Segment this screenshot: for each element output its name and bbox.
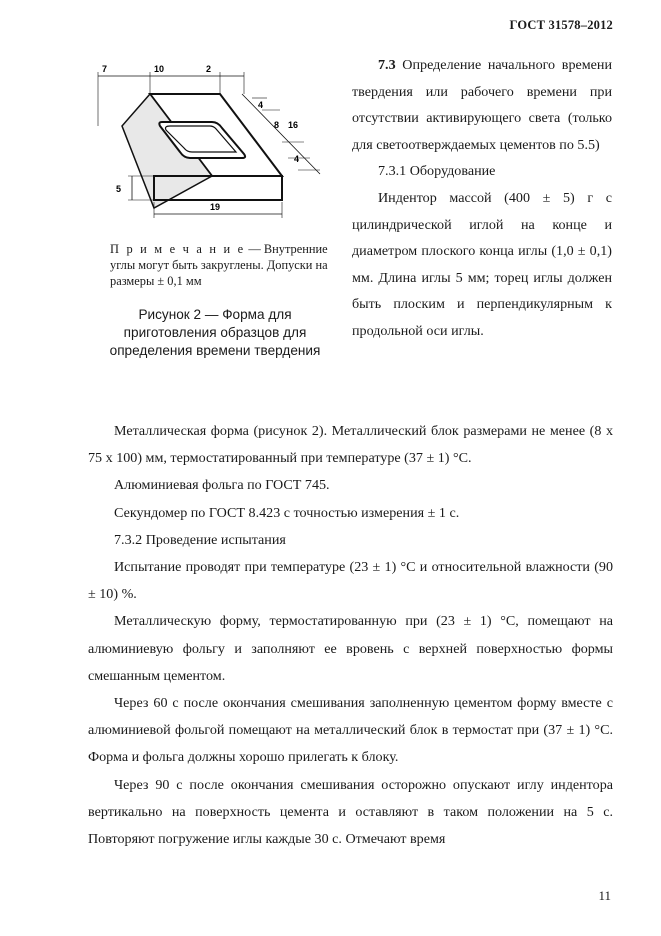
dim-7: 7 — [102, 64, 108, 74]
paragraph-90-seconds: Через 90 с после окончания смешивания осторожно опускают иглу индентора вертикально на поверхность цемента и оставляют в таком положении на 5 с. Повторяют погружение иглы каждые 30 с. Отмечают время — [88, 776, 613, 848]
paragraph-metal-form: Металлическая форма (рисунок 2). Металлический блок размерами не менее (8 х 75 х 100) мм, термостатированный при температуре (37 ± 1) °С. — [88, 423, 613, 467]
dim-4-bottom: 4 — [294, 154, 300, 164]
dim-8: 8 — [274, 120, 280, 130]
section-7-3-1-heading: 7.3.1 Оборудование — [378, 163, 496, 180]
page-number: 11 — [598, 888, 611, 903]
note-text: — Внутренние углы могут быть закруглены. Допуски на размеры ± 0,1 мм — [110, 242, 328, 288]
note-label: П р и м е ч а н и е — [110, 242, 246, 256]
document-header: ГОСТ 31578–2012 — [509, 18, 613, 32]
paragraph-60-seconds: Через 60 с после окончания смешивания заполненную цементом форму вместе с алюминиевой фольгой помещают на металлический блок в термостат при (37 ± 1) °С. Форма и фольга должны хорошо прилегать к блоку. — [88, 695, 613, 766]
figure-note — [110, 241, 328, 289]
paragraph-foil: Алюминиевая фольга по ГОСТ 745. — [114, 477, 330, 494]
dim-5: 5 — [116, 184, 122, 194]
figure-caption: Рисунок 2 — Форма для приготовления образцов для определения времени твердения — [109, 307, 321, 358]
paragraph-stopwatch: Секундомер по ГОСТ 8.423 с точностью измерения ± 1 с. — [114, 504, 460, 521]
section-7-3-title: Определение начального времени твердения или рабочего времени при отсутствии активирующего света (только для светоотверждаемых цементов по 5.5) — [352, 57, 612, 153]
dim-4-top: 4 — [258, 100, 264, 110]
section-7-3 — [352, 52, 612, 158]
mold-figure — [92, 52, 332, 222]
dim-10: 10 — [154, 64, 165, 74]
dim-16: 16 — [288, 120, 299, 130]
mold-drawing — [92, 52, 332, 222]
right-column — [352, 52, 612, 345]
paragraph-test-conditions: Испытание проводят при температуре (23 ± 1) °С и относительной влажности (90 ± 10) %. — [88, 559, 613, 603]
paragraph-form-placement: Металлическую форму, термостатированную при (23 ± 1) °С, помещают на алюминиевую фольгу и заполняют ее вровень с верхней поверхностью формы смешанным цементом. — [88, 613, 613, 684]
indentor-paragraph: Индентор массой (400 ± 5) г с цилиндрической иглой на конце и диаметром плоского конца иглы (1,0 ± 0,1) мм. Длина иглы 5 мм; торец иглы должен быть плоским и перпендикулярным к продольной оси иглы. — [352, 189, 612, 339]
dim-19: 19 — [210, 202, 221, 212]
section-7-3-2-heading: 7.3.2 Проведение испытания — [114, 531, 286, 548]
body-text — [88, 418, 613, 853]
dim-2: 2 — [206, 64, 212, 74]
section-7-3-number: 7.3 — [378, 57, 396, 73]
